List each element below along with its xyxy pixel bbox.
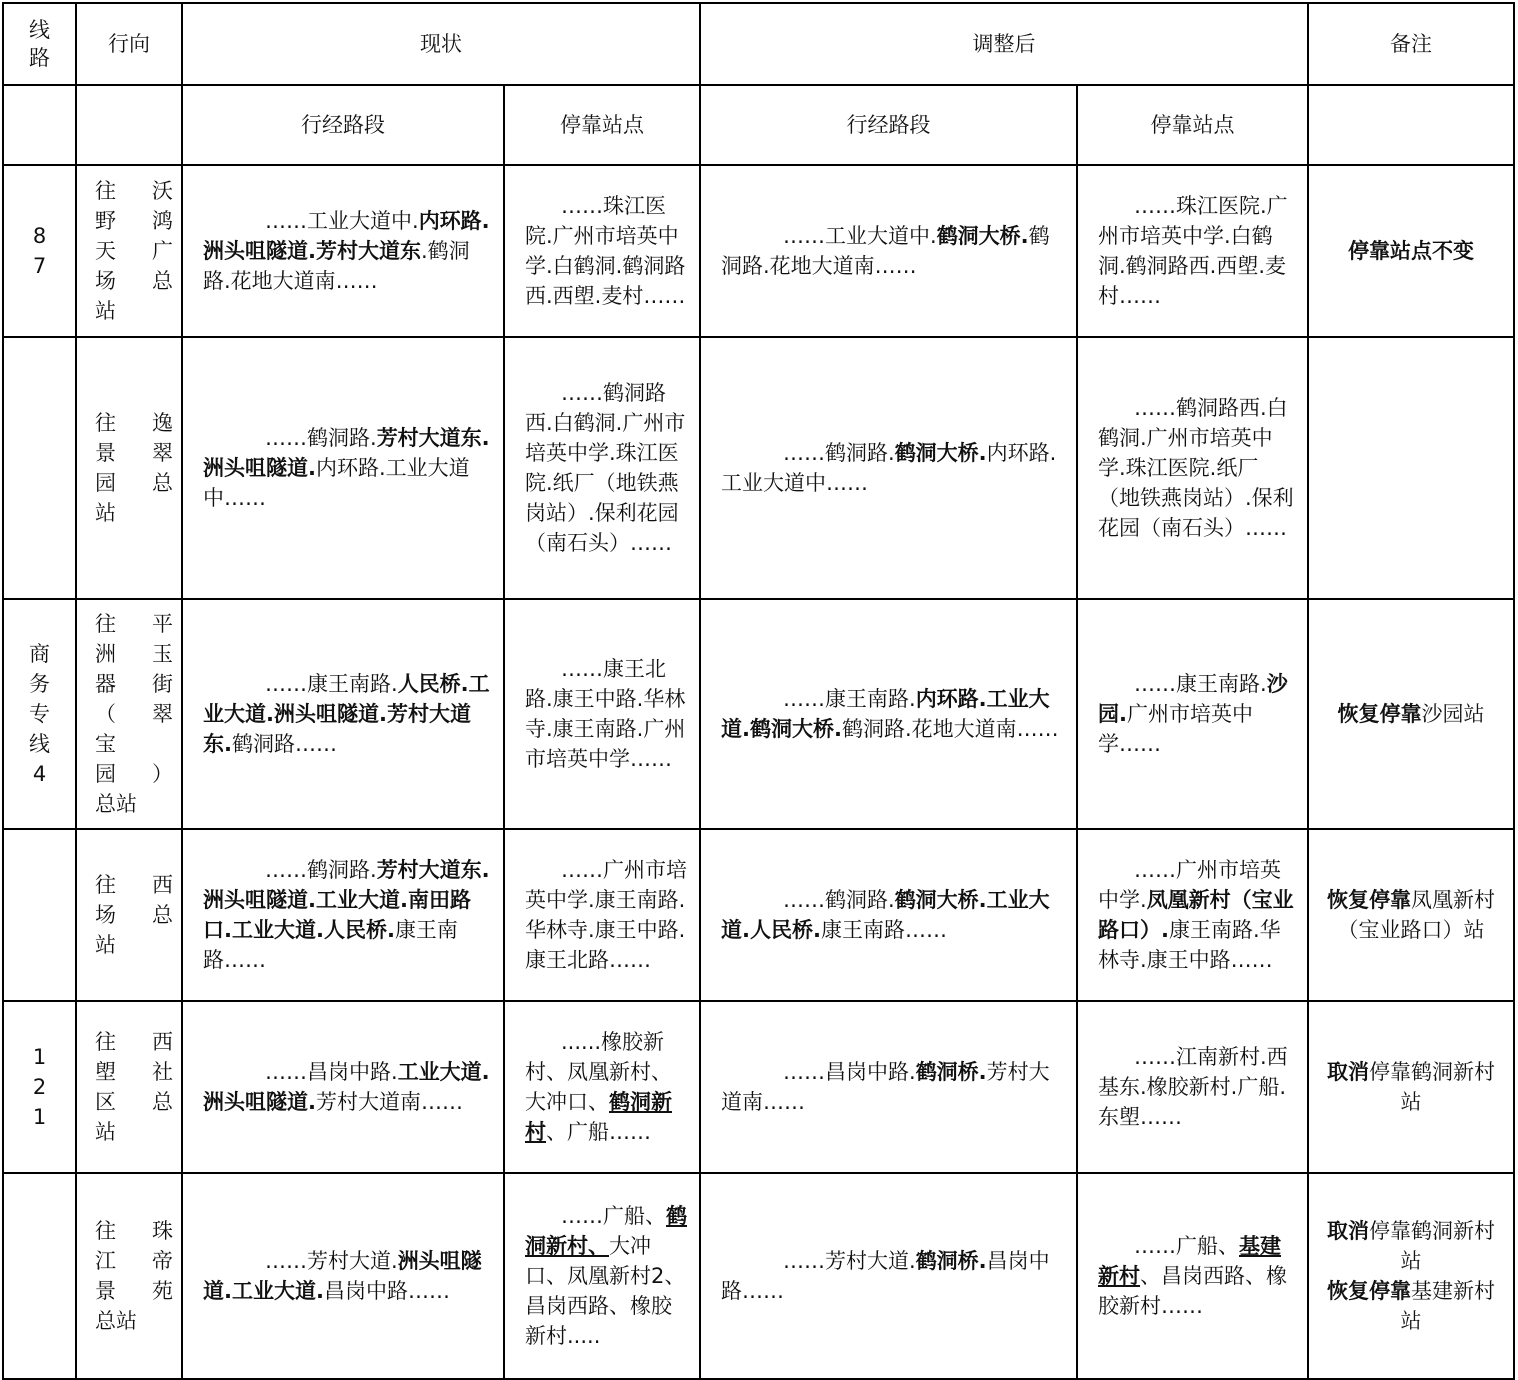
direction <box>76 1173 182 1379</box>
text-run: 鹤洞桥. <box>915 1249 987 1273</box>
text-run: .鹤洞路.花地大道南…… <box>203 239 470 293</box>
adjusted-stops: ……鹤洞路西.白鹤洞.广州市培英中学.珠江医院.纸厂（地铁燕岗站）.保利花园（南石头）…… <box>1077 337 1308 599</box>
direction-line: 塱 社 <box>95 1060 173 1084</box>
direction-line: 景 苑 <box>95 1279 173 1303</box>
text-run: 停靠鹤洞新村站 <box>1369 1219 1495 1273</box>
route-adjustment-table <box>2 2 1515 1380</box>
text-run: 人民桥.工业大道.洲头咀隧道.芳村大道东. <box>203 672 490 756</box>
direction-line: 宝 <box>95 732 116 756</box>
current-stops: ……广州市培英中学.康王南路.华林寺.康王中路.康王北路…… <box>504 829 700 1001</box>
text-run: 凤凰新村（宝业路口）. <box>1098 888 1294 942</box>
table-row <box>3 1173 1514 1379</box>
adjusted-stops <box>1077 829 1308 1001</box>
remark <box>1308 337 1514 599</box>
remark <box>1308 165 1514 337</box>
adjusted-route <box>700 599 1077 829</box>
text-run: 洲头咀隧道.工业大道. <box>203 1249 482 1303</box>
text-run: 恢复停靠 <box>1337 702 1422 726</box>
text-run: ……康王南路. <box>1134 672 1267 696</box>
text-run: 康王南路.华林寺.康王中路…… <box>1098 918 1281 972</box>
current-route <box>182 599 504 829</box>
text-run: ……鹤洞路. <box>783 888 895 912</box>
text-run: 取消 <box>1327 1219 1369 1243</box>
text-run: 鹤洞大桥. <box>894 441 987 465</box>
text-run: ……昌岗中路. <box>783 1060 916 1084</box>
direction-line: 站 <box>95 1120 116 1144</box>
direction-line: 总站 <box>95 1309 137 1333</box>
text-run: ……鹤洞路. <box>265 426 377 450</box>
text-run: 沙园. <box>1098 672 1288 726</box>
adjusted-route <box>700 337 1077 599</box>
text-run: 芳村大道东.洲头咀隧道. <box>203 426 490 480</box>
adjusted-stops: ……珠江医院.广州市培英中学.白鹤洞.鹤洞路西.西塱.麦村…… <box>1077 165 1308 337</box>
subheader-current-route: 行经路段 <box>182 85 504 165</box>
text-run: ……鹤洞路. <box>783 441 895 465</box>
line-number <box>3 1173 76 1379</box>
text-run: 芳村大道南…… <box>721 1060 1050 1114</box>
header-line: 线路 <box>3 3 76 85</box>
direction-line: 园 ） <box>95 762 173 786</box>
text-run: 内环路.工业大道中…… <box>721 441 1057 495</box>
line-number: 121 <box>3 1001 76 1173</box>
text-run: ......橡胶新村、凤凰新村、大冲口、 <box>525 1030 672 1114</box>
subheader-adjusted-stops: 停靠站点 <box>1077 85 1308 165</box>
current-stops <box>504 1001 700 1173</box>
line-number: 87 <box>3 165 76 337</box>
text-run: 恢复停靠 <box>1327 1279 1411 1303</box>
subheader-row <box>3 85 1514 165</box>
direction <box>76 829 182 1001</box>
adjusted-stops <box>1077 599 1308 829</box>
direction <box>76 165 182 337</box>
direction-line: 往 沃 <box>95 179 173 203</box>
remark <box>1308 829 1514 1001</box>
current-stops: ……珠江医院.广州市培英中学.白鹤洞.鹤洞路西.西塱.麦村…… <box>504 165 700 337</box>
direction-line: 往 珠 <box>95 1219 173 1243</box>
direction-line: 野 鸿 <box>95 209 173 233</box>
text-run: 鹤洞新村、 <box>525 1204 687 1258</box>
direction-line: 总站 <box>95 792 137 816</box>
text-run: ……康王南路. <box>265 672 398 696</box>
text-run: 芳村大道南…… <box>315 1090 463 1114</box>
text-run: ……芳村大道. <box>783 1249 916 1273</box>
text-run: ……康王南路. <box>783 687 916 711</box>
adjusted-stops: ……江南新村.西基东.橡胶新村.广船.东塱…… <box>1077 1001 1308 1173</box>
text-run: 鹤洞路.花地大道南…… <box>841 717 1059 741</box>
remark <box>1308 1173 1514 1379</box>
text-run: 凤凰新村（宝业路口）站 <box>1337 888 1495 942</box>
text-run: ……工业大道中. <box>265 209 419 233</box>
table-row <box>3 165 1514 337</box>
adjusted-route <box>700 829 1077 1001</box>
text-run: 广州市培英中学…… <box>1098 702 1253 756</box>
direction <box>76 337 182 599</box>
direction-line: 器 街 <box>95 672 173 696</box>
text-run: 大冲口、凤凰新村2、昌岗西路、橡胶新村..... <box>525 1234 686 1348</box>
text-run: 基建新村 <box>1098 1234 1281 1288</box>
header-adjusted: 调整后 <box>700 3 1308 85</box>
text-run: 康王南路…… <box>203 918 458 972</box>
direction-line: 天 广 <box>95 239 173 263</box>
direction-line: 站 <box>95 933 116 957</box>
line-number: 商务专线4 <box>3 599 76 829</box>
subheader-adjusted-route: 行经路段 <box>700 85 1077 165</box>
current-stops <box>504 1173 700 1379</box>
text-run: ……工业大道中. <box>783 224 937 248</box>
text-run: 芳村大道东.洲头咀隧道.工业大道.南田路口.工业大道.人民桥. <box>203 858 490 942</box>
direction-line: 江 帝 <box>95 1249 173 1273</box>
header-current: 现状 <box>182 3 700 85</box>
line-number <box>3 337 76 599</box>
current-stops: ……康王北路.康王中路.华林寺.康王南路.广州市培英中学…… <box>504 599 700 829</box>
text-run: 停靠鹤洞新村站 <box>1369 1060 1495 1114</box>
line-number <box>3 829 76 1001</box>
current-route <box>182 1173 504 1379</box>
header-remark: 备注 <box>1308 3 1514 85</box>
direction-line: 往 平 <box>95 612 173 636</box>
text-run: ……鹤洞路. <box>265 858 377 882</box>
text-run: 内环路.洲头咀隧道.芳村大道东 <box>203 209 490 263</box>
direction-line: 站 <box>95 501 116 525</box>
subheader-empty-direction <box>76 85 182 165</box>
text-run: 鹤洞新村 <box>525 1090 672 1144</box>
text-run: 内环路.工业大道.鹤洞大桥. <box>721 687 1050 741</box>
remark <box>1308 599 1514 829</box>
text-run: 康王南路…… <box>820 918 947 942</box>
text-run: ……芳村大道. <box>265 1249 398 1273</box>
text-run: 恢复停靠 <box>1327 888 1411 912</box>
direction-line: 站 <box>95 299 116 323</box>
text-run: 停靠站点不变 <box>1348 239 1474 263</box>
text-run: 鹤洞大桥. <box>936 224 1029 248</box>
header-direction: 行向 <box>76 3 182 85</box>
text-run: 鹤洞桥. <box>915 1060 987 1084</box>
table-row <box>3 337 1514 599</box>
text-run: ……广州市培英中学. <box>1098 858 1281 912</box>
header-row <box>3 3 1514 85</box>
text-run: 鹤洞路…… <box>231 732 337 756</box>
current-route <box>182 337 504 599</box>
text-run: ……昌岗中路. <box>265 1060 398 1084</box>
direction-line: 园 总 <box>95 471 173 495</box>
text-run: 工业大道.洲头咀隧道. <box>203 1060 490 1114</box>
text-run: 取消 <box>1327 1060 1369 1084</box>
direction-line: 场 总 <box>95 903 173 927</box>
direction-line: 往 西 <box>95 1030 173 1054</box>
table-row <box>3 1001 1514 1173</box>
adjusted-route <box>700 1001 1077 1173</box>
direction-line: 场 总 <box>95 269 173 293</box>
table-row <box>3 599 1514 829</box>
remark <box>1308 1001 1514 1173</box>
text-run: ……广船、 <box>561 1204 666 1228</box>
direction-line: 区 总 <box>95 1090 173 1114</box>
text-run: 鹤洞路.花地大道南…… <box>721 224 1050 278</box>
subheader-empty-remark <box>1308 85 1514 165</box>
direction <box>76 599 182 829</box>
subheader-current-stops: 停靠站点 <box>504 85 700 165</box>
current-route <box>182 1001 504 1173</box>
text-run: 昌岗中路…… <box>323 1279 450 1303</box>
text-run: 沙园站 <box>1421 702 1485 726</box>
table-row <box>3 829 1514 1001</box>
adjusted-route <box>700 165 1077 337</box>
direction-line: 景 翠 <box>95 441 173 465</box>
text-run: 鹤洞大桥.工业大道.人民桥. <box>721 888 1050 942</box>
direction-line: （ 翠 <box>95 702 173 726</box>
direction-line: 往 逸 <box>95 411 173 435</box>
direction <box>76 1001 182 1173</box>
direction-line: 洲 玉 <box>95 642 173 666</box>
text-run: 基建新村站 <box>1400 1279 1495 1333</box>
text-run: 、广船…… <box>546 1120 651 1144</box>
current-route <box>182 829 504 1001</box>
adjusted-route <box>700 1173 1077 1379</box>
direction-line: 往 西 <box>95 873 173 897</box>
current-route <box>182 165 504 337</box>
text-run: 昌岗中路…… <box>721 1249 1050 1303</box>
adjusted-stops <box>1077 1173 1308 1379</box>
subheader-empty-line <box>3 85 76 165</box>
text-run: 内环路.工业大道中…… <box>203 456 470 510</box>
current-stops: ……鹤洞路西.白鹤洞.广州市培英中学.珠江医院.纸厂（地铁燕岗站）.保利花园（南石头）…… <box>504 337 700 599</box>
text-run: 、昌岗西路、橡胶新村…… <box>1098 1264 1287 1318</box>
text-run: ……广船、 <box>1134 1234 1239 1258</box>
